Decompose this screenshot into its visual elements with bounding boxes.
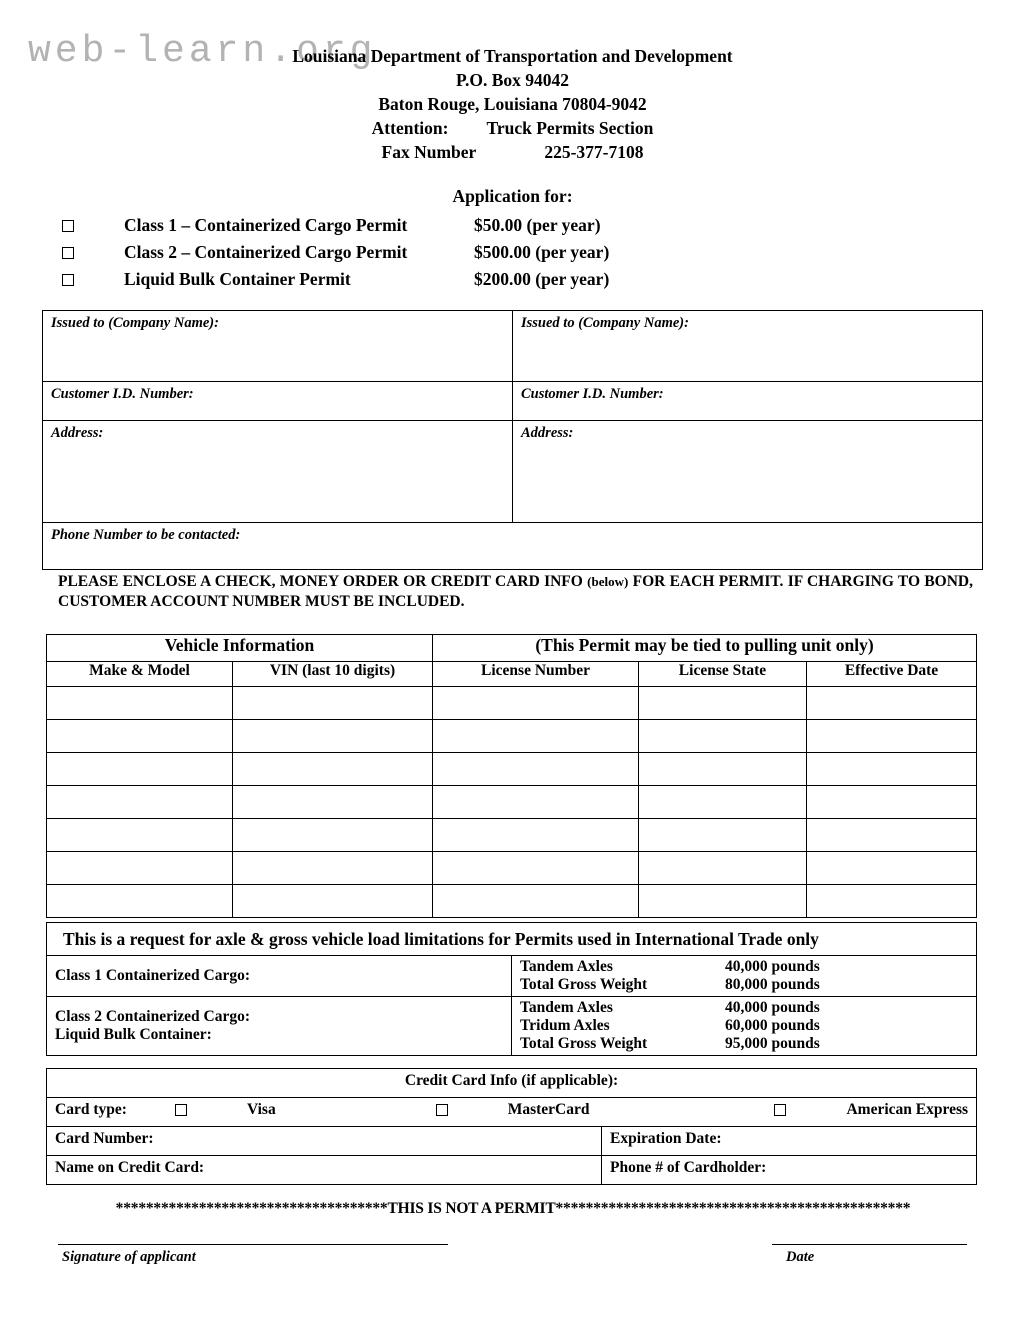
credit-card-title: Credit Card Info (if applicable): [47, 1069, 977, 1098]
card-type-label: Card type: [55, 1101, 127, 1118]
table-row [47, 852, 977, 885]
vehicle-cell-vin[interactable] [233, 852, 433, 885]
vehicle-title-left: Vehicle Information [47, 635, 433, 662]
checkbox-class1[interactable] [62, 220, 74, 232]
trade-limit-value: 80,000 pounds [725, 976, 820, 993]
vehicle-cell-vin[interactable] [233, 687, 433, 720]
issued-to-table [42, 310, 983, 570]
form-header [0, 44, 1025, 164]
trade-limit-key: Tridum Axles [520, 1017, 610, 1034]
international-trade-table [46, 922, 977, 1056]
vehicle-header-make-model: Make & Model [47, 662, 233, 687]
option-price-liquid-bulk: $200.00 (per year) [474, 269, 610, 289]
trade-limit-row [520, 958, 968, 976]
vehicle-cell-license-number[interactable] [433, 885, 639, 918]
vehicle-header-license-state: License State [639, 662, 807, 687]
option-row-liquid-bulk[interactable] [0, 266, 1025, 293]
header-attention-value: Truck Permits Section [486, 118, 654, 138]
option-price-class2: $500.00 (per year) [474, 242, 610, 262]
field-company-right[interactable]: Issued to (Company Name): [513, 311, 983, 382]
vehicle-cell-effective-date[interactable] [807, 819, 977, 852]
signature-label-date: Date [786, 1249, 815, 1265]
trade-limit-value: 60,000 pounds [725, 1017, 820, 1034]
vehicle-cell-vin[interactable] [233, 819, 433, 852]
vehicle-cell-vin[interactable] [233, 786, 433, 819]
option-label-class1: Class 1 – Containerized Cargo Permit [124, 215, 408, 235]
signature-line-date[interactable] [772, 1244, 967, 1245]
table-row [47, 1156, 977, 1185]
header-agency: Louisiana Department of Transportation and Development [292, 46, 733, 66]
trade-limit-row [520, 976, 968, 994]
header-city-state-zip: Baton Rouge, Louisiana 70804-9042 [378, 94, 647, 114]
trade-class2-limits [512, 997, 977, 1056]
checkbox-class2[interactable] [62, 247, 74, 259]
vehicle-cell-effective-date[interactable] [807, 753, 977, 786]
vehicle-cell-make-model[interactable] [47, 720, 233, 753]
card-type-row [47, 1098, 977, 1127]
vehicle-header-vin: VIN (last 10 digits) [233, 662, 433, 687]
table-row [47, 923, 977, 956]
card-type-amex-label: American Express [846, 1101, 969, 1118]
checkbox-mastercard[interactable] [436, 1104, 448, 1116]
field-company-left[interactable]: Issued to (Company Name): [43, 311, 513, 382]
vehicle-cell-license-number[interactable] [433, 786, 639, 819]
vehicle-cell-license-number[interactable] [433, 753, 639, 786]
vehicle-cell-license-number[interactable] [433, 720, 639, 753]
trade-limit-value: 95,000 pounds [725, 1035, 820, 1052]
option-row-class1[interactable] [0, 212, 1025, 239]
vehicle-cell-license-number[interactable] [433, 687, 639, 720]
vehicle-information-table [46, 634, 977, 918]
checkbox-american-express[interactable] [774, 1104, 786, 1116]
trade-class1-label: Class 1 Containerized Cargo: [47, 956, 512, 997]
vehicle-header-license-number: License Number [433, 662, 639, 687]
table-row [47, 687, 977, 720]
field-name-on-card[interactable]: Name on Credit Card: [47, 1156, 602, 1185]
vehicle-cell-effective-date[interactable] [807, 885, 977, 918]
vehicle-cell-vin[interactable] [233, 720, 433, 753]
table-row [47, 819, 977, 852]
vehicle-cell-vin[interactable] [233, 753, 433, 786]
header-attention [0, 116, 1025, 140]
trade-limit-key: Tandem Axles [520, 958, 613, 975]
table-row [47, 753, 977, 786]
field-expiration-date[interactable]: Expiration Date: [602, 1127, 977, 1156]
table-row [47, 720, 977, 753]
table-row [47, 786, 977, 819]
vehicle-cell-effective-date[interactable] [807, 720, 977, 753]
option-label-liquid-bulk: Liquid Bulk Container Permit [124, 269, 351, 289]
trade-limit-key: Total Gross Weight [520, 976, 648, 993]
field-address-left[interactable]: Address: [43, 421, 513, 523]
header-fax-value: 225-377-7108 [544, 142, 644, 162]
trade-limit-key: Tandem Axles [520, 999, 613, 1016]
trade-banner: This is a request for axle & gross vehicle load limitations for Permits used in International Trade only [47, 923, 977, 956]
application-for-title: Application for: [452, 186, 573, 206]
field-address-right[interactable]: Address: [513, 421, 983, 523]
vehicle-cell-make-model[interactable] [47, 852, 233, 885]
card-type-visa-label: Visa [247, 1101, 276, 1118]
table-row [43, 421, 983, 523]
field-phone-number[interactable]: Phone Number to be contacted: [43, 523, 983, 570]
table-row [47, 885, 977, 918]
trade-class2-label [47, 997, 512, 1056]
vehicle-cell-effective-date[interactable] [807, 687, 977, 720]
trade-class2-label-line1: Class 2 Containerized Cargo: [55, 1008, 251, 1025]
table-row [47, 635, 977, 662]
field-customer-id-left[interactable]: Customer I.D. Number: [43, 382, 513, 421]
table-row [43, 311, 983, 382]
field-cardholder-phone[interactable]: Phone # of Cardholder: [602, 1156, 977, 1185]
vehicle-cell-make-model[interactable] [47, 885, 233, 918]
vehicle-cell-license-state[interactable] [639, 819, 807, 852]
table-row [47, 997, 977, 1056]
table-row [47, 1098, 977, 1127]
table-row [47, 1127, 977, 1156]
trade-limit-key: Total Gross Weight [520, 1035, 648, 1052]
vehicle-cell-license-state[interactable] [639, 852, 807, 885]
notice-part-1: PLEASE ENCLOSE A CHECK, MONEY ORDER OR CREDIT CARD INFO [58, 573, 588, 590]
vehicle-cell-license-state[interactable] [639, 786, 807, 819]
vehicle-cell-make-model[interactable] [47, 786, 233, 819]
field-customer-id-right[interactable]: Customer I.D. Number: [513, 382, 983, 421]
header-attention-label: Attention: [371, 118, 449, 138]
vehicle-cell-make-model[interactable] [47, 753, 233, 786]
vehicle-header-effective-date: Effective Date [807, 662, 977, 687]
table-row [43, 382, 983, 421]
application-options [0, 212, 1025, 293]
notice-part-2: FOR EACH PERMIT. IF CHARGING TO BOND, CUSTOMER ACCOUNT NUMBER MUST BE INCLUDED. [58, 573, 974, 610]
header-fax-label: Fax Number [381, 142, 477, 162]
checkbox-liquid-bulk[interactable] [62, 274, 74, 286]
vehicle-cell-license-state[interactable] [639, 720, 807, 753]
trade-class2-label-line2: Liquid Bulk Container: [55, 1026, 212, 1043]
option-label-class2: Class 2 – Containerized Cargo Permit [124, 242, 408, 262]
credit-card-table [46, 1068, 977, 1185]
trade-limit-value: 40,000 pounds [725, 999, 820, 1016]
header-fax [0, 140, 1025, 164]
vehicle-cell-effective-date[interactable] [807, 786, 977, 819]
vehicle-cell-license-state[interactable] [639, 885, 807, 918]
field-card-number[interactable]: Card Number: [47, 1127, 602, 1156]
option-price-class1: $50.00 (per year) [474, 215, 601, 235]
notice-below-note: (below) [587, 574, 629, 589]
vehicle-cell-license-number[interactable] [433, 819, 639, 852]
card-type-mastercard-label: MasterCard [507, 1101, 590, 1118]
option-row-class2[interactable] [0, 239, 1025, 266]
enclose-payment-notice [58, 572, 973, 612]
checkbox-visa[interactable] [175, 1104, 187, 1116]
trade-limit-row [520, 999, 968, 1017]
table-header-row [47, 662, 977, 687]
not-a-permit-banner: ************************************THIS IS NOT A PERMIT*********************************************** [115, 1200, 911, 1217]
signature-line-applicant[interactable] [58, 1244, 448, 1245]
trade-limit-value: 40,000 pounds [725, 958, 820, 975]
vehicle-cell-license-state[interactable] [639, 753, 807, 786]
header-po-box: P.O. Box 94042 [455, 70, 570, 90]
trade-limit-row [520, 1017, 968, 1035]
vehicle-cell-license-number[interactable] [433, 852, 639, 885]
table-row [47, 1069, 977, 1098]
vehicle-cell-effective-date[interactable] [807, 852, 977, 885]
vehicle-cell-make-model[interactable] [47, 687, 233, 720]
vehicle-cell-license-state[interactable] [639, 687, 807, 720]
trade-class1-limits [512, 956, 977, 997]
trade-limit-row [520, 1035, 968, 1053]
vehicle-cell-make-model[interactable] [47, 819, 233, 852]
table-row [47, 956, 977, 997]
table-row [43, 523, 983, 570]
signature-label-applicant: Signature of applicant [62, 1249, 196, 1265]
vehicle-cell-vin[interactable] [233, 885, 433, 918]
watermark-weblearn: web-learn.org [28, 30, 377, 73]
vehicle-title-right: (This Permit may be tied to pulling unit only) [433, 635, 977, 662]
